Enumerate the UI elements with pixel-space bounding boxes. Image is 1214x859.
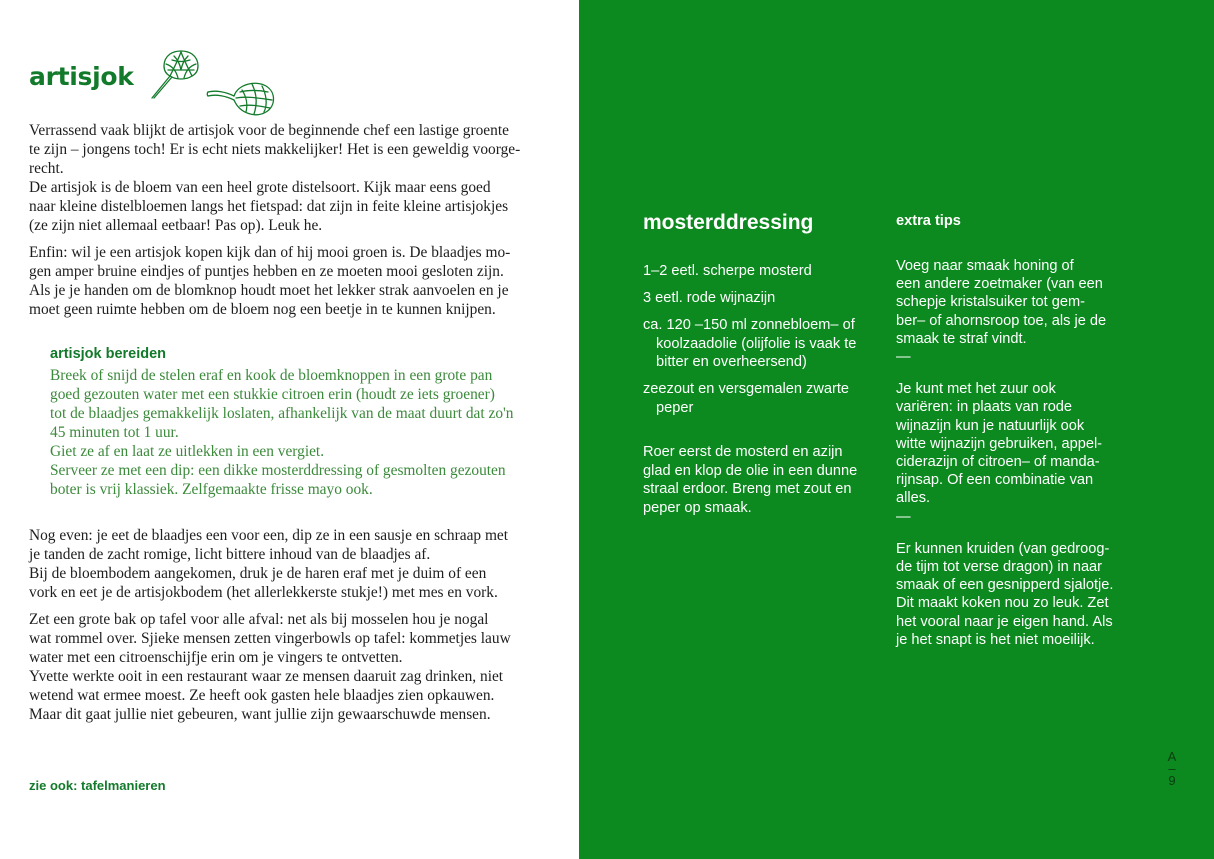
waste-paragraph: Zet een grote bak op tafel voor alle afval: net als bij mosselen hou je nogal wat rommel over. Sjieke mensen zetten vingerbowls op tafel: kommetjes lauw water met een citroenschijfje erin om je vingers te ontvetten. Yvette werkte ooit in een restaurant waar ze mensen daaruit zag drinken, niet wetend wat ermee moest. Ze heeft ook gasten hele blaadjes zien opkauwen. Maar dit gaat jullie niet gebeuren, want jullie zijn gewaarschuwde mensen. — [29, 611, 511, 723]
tip-item: Voeg naar smaak honing of een andere zoetmaker (van een schepje kristalsuiker tot gem- ber– of ahornsroop toe, als je de smaak te straf vindt. — [896, 258, 1107, 347]
ingredient-item: 1–2 eetl. scherpe mosterd — [643, 263, 812, 279]
page-dash: – — [1168, 761, 1176, 776]
ingredient-item: zeezout en versgemalen zwarte peper — [643, 381, 850, 416]
ingredient-item: ca. 120 –150 ml zonnebloem– of koolzaadolie (olijfolie is vaak te bitter en overheersend) — [643, 317, 857, 370]
tip-separator: — — [896, 349, 911, 366]
page-digit: 9 — [1168, 773, 1176, 788]
left-page — [0, 0, 579, 859]
tip-item: Er kunnen kruiden (van gedroog- de tijm tot verse dragon) in naar smaak of een gesnipperd sjalotje. Dit maakt koken nou zo leuk. Zet het vooral naar je eigen hand. Als je het snapt is het niet moeilijk. — [896, 540, 1114, 648]
ingredient-item: 3 eetl. rode wijnazijn — [643, 290, 776, 306]
ingredients-list — [643, 262, 883, 426]
see-also-link[interactable]: zie ook: tafelmanieren — [29, 778, 166, 793]
right-page — [579, 0, 1214, 859]
preparation-heading: artisjok bereiden — [50, 346, 167, 362]
artichoke-lying-illustration-icon — [206, 78, 278, 120]
page-letter: A — [1167, 749, 1177, 764]
tip-item: Je kunt met het zuur ook variëren: in plaats van rode wijnazijn kun je natuurlijk ook witte wijnazijn gebruiken, appel- ciderazijn of citroen– of manda- rijnsap. Of een combinatie van alles. — [896, 381, 1103, 507]
tips-list — [896, 257, 1141, 649]
preparation-paragraph: Breek of snijd de stelen eraf en kook de bloemknoppen in een grote pan goed gezouten water met een stukkie citroen erin (houdt ze iets groener) tot de blaadjes gemakkelijk loslaten, afhankelijk van de maat duurt dat zo'n 45 minuten tot 1 uur. Giet ze af en laat ze uitlekken in een vergiet. Serveer ze met een dip: een dikke mosterddressing of gesmolten gezouten boter is vrij klassiek. Zelfgemaakte frisse mayo ook. — [50, 367, 514, 498]
recipe-title: mosterddressing — [643, 211, 814, 234]
tips-title: extra tips — [896, 213, 961, 229]
intro-paragraph: Verrassend vaak blijkt de artisjok voor de beginnende chef een lastige groente te zijn – jongens toch! Er is echt niets makkelijker! Het is een geweldig voorge- recht. De artisjok is de bloem van een heel grote distelsoort. Kijk maar eens goed naar kleine distelbloemen langs het fietspad: dat zijn in feite kleine artisjokjes (ze zijn niet allemaal eetbaar! Pas op). Leuk he. — [29, 122, 521, 234]
page-number — [1162, 751, 1182, 787]
page-title: artisjok — [29, 62, 134, 91]
tip-separator: — — [896, 508, 911, 525]
eating-paragraph: Nog even: je eet de blaadjes een voor een, dip ze in een sausje en schraap met je tanden de zacht romige, licht bittere inhoud van de blaadjes af. Bij de bloembodem aangekomen, druk je de haren eraf met je duim of een vork en eet je de artisjokbodem (het allerlekkerste stukje!) met mes en vork. — [29, 527, 509, 601]
recipe-instructions: Roer eerst de mosterd en azijn glad en klop de olie in een dunne straal erdoor. Breng met zout en peper op smaak. — [643, 444, 858, 516]
buying-paragraph: Enfin: wil je een artisjok kopen kijk dan of hij mooi groen is. De blaadjes mo- gen amper bruine eindjes of puntjes hebben en ze moeten mooi gesloten zijn. Als je je handen om de blomknop houdt moet het lekker strak aanvoelen en je moet geen ruimte hebben om de bloem nog een beetje in te kunnen knijpen. — [29, 244, 511, 318]
artichoke-illustration-icon — [148, 46, 204, 102]
